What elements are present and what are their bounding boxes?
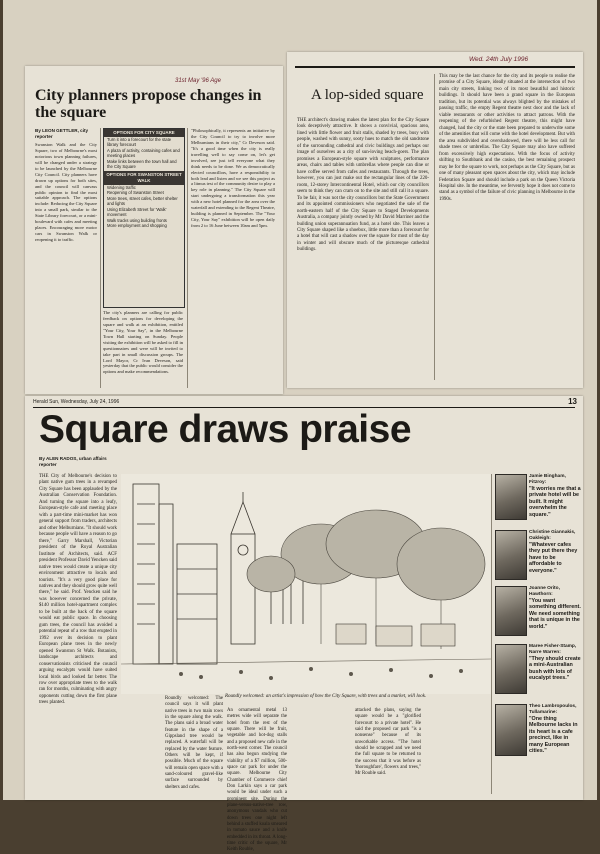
options-item: More trees, street cafes, better shelter and lights: [107, 195, 178, 207]
editorial-top-rule: [295, 66, 575, 68]
editorial-column-1: THE architect's drawing makes the latest plan for the City Square look deceptively attractive. It shows a convivial, spacious area, lined with little flower and fruit stalls, shaded by trees, busy with people, washed with sunny, sooty hues to match the old sandstone of the surrounding cathedral and civic buildings and perhaps our image of ourselves as a city of sun-loving beach-goers. The plan promises a European-style square with sculptures, performance areas, chairs and tables with umbrellas where people can dine or have coffee served from cafes and restaurants. Through the trees, however, you can just make out the rectangular lines of the 220-room, 12-storey Intercontinental Hotel, which our city councillors seem to think they can cram on to the site and still call it a square. To be fair, it was not the city councillors but the State Government and its appointed commissioners who negotiated the sale of the north-eastern half of the City Square to Staged Developments Australia, a company jointly owned by Mr David Marriner and the building union superannuation fund, as a hotel site. This leaves a City Square shaped like a shoebox, little more than a forecourt for a hotel that will cast a shadow over the square for most of the day in winter and will obscure much of the picturesque cathedral buildings.: [297, 118, 429, 253]
main-column-2: Roundly welcomed: The council says it will plant native trees in two main rows in the square along the walk. The plans said a broad water feature in the shape of a Gippsland tree would be replaced. A waterfall will be replaced by the water feature. Others will be kept, if possible. Much of the square will remain open space with a sand-coloured gravel-like surface surrounded by shelters and cafes.: [165, 696, 223, 790]
handwritten-date-note: 31st May '96 Age: [175, 78, 221, 84]
illustration-caption: Roundly welcomed: an artist's impression of how the City Square, with trees and a market, will look.: [225, 694, 427, 699]
options-box-title: OPTIONS FOR CITY SQUARE: [104, 129, 184, 137]
age-column-2: The city's planners are calling for public feedback on options for developing the square and walk at an exhibition, entitled "Your City, Your Say", in the Melbourne Town Hall starting on Sunday. People visiting the exhibition will be asked to fill in questionnaires and were will be invited to take part in small discussion groups. The Lord Mayor, Cr Ivan Deveson, said yesterday that the public would consider the options and make recommendations.: [103, 310, 183, 375]
options-item: A plaza of activity, containing cafes and meeting places: [107, 147, 180, 159]
portrait-photo: [495, 474, 527, 520]
main-byline: By ALEN RADOS, urban affairs reporter: [39, 456, 107, 467]
vox-pop-quote: [529, 474, 581, 528]
masthead-line: Herald Sun, Wednesday, July 24, 1996: [33, 399, 120, 405]
column-divider: [187, 128, 188, 388]
options-box-title-2: OPTIONS FOR SWANSTON STREET WALK: [104, 171, 184, 184]
editorial-clipping: [287, 52, 583, 388]
column-divider: [100, 128, 101, 388]
vox-pop-quote: [529, 704, 581, 796]
quote-name: Joanne Orito, Hawthorn:: [529, 586, 560, 597]
portrait-photo: [495, 644, 527, 694]
age-column-3: "Philosophically, it represents an initiative by the City Council to try to involve more Melburnians in their city," Cr Deveson said. "It's a good time when the city is really travelling well to say come on, let's get involved, see just tell everyone what they think needs to be done. We as democratically elected councillors, have a responsibility to both lead and listen and we see this project as a litmus test of the community desire to play a key role in planning." The City Square will start undergoing a transformation this year with a new hotel planned for the area over the waterfall and extending to the Regent Theatre, building is planned in September. The "Your City, Your Say" exhibition will be open daily from 2 to 16 June between 10am and 5pm.: [191, 128, 275, 228]
column-divider: [434, 74, 435, 380]
options-item: Reopening of Swanston Street: [107, 190, 164, 196]
main-column-4: attacked the plans, saying the square would be a "glorified forecourt to a private hotel". He said the proposed car park "is a nonsense" because of its unworkable access. "The hotel should be scrapped and we need the full square to be returned to the success that it was before as 'thoroughfare', flowers and trees," Mr Rouble said.: [355, 708, 421, 777]
vox-pop-quote: [529, 530, 581, 586]
handwritten-date-note: Wed. 24th July 1996: [469, 56, 529, 63]
options-box: [103, 128, 185, 308]
quote-text: "They should create a mini-Australian bush with lots of eucalypt trees.": [529, 655, 581, 682]
quote-text: "You want something different. We need something that is unique in the world.": [529, 597, 581, 630]
main-column-3: An ornamental metal 13 metres wide will separate the hotel from the rest of the square. There will be fruit, vegetable and hot-dog stalls and a proposed new cafe in the north-west corner. The council has also begun studying the viability of a $7 million, 500-space car park for under the square. Melbourne City Chamber of Commerce chief Don Larkin says a car park would be ideal under such a prominent site. During the plane-versus-native-tree row, anonymous vandals who cut down trees one night left behind a stuffed koala smeared in tomato sauce and a knife embedded in its throat. A long-time critic of the square, Mr Keith Rouble,: [227, 708, 287, 853]
quote-text: "Whatever cafes they put there they have to be affordable to everyone.": [529, 541, 578, 574]
options-item: Make links between the town hall and the City Square: [107, 158, 177, 169]
market-stalls: [336, 624, 455, 646]
portrait-photo: [495, 530, 527, 580]
age-headline: City planners propose changes in the square: [35, 87, 262, 121]
options-item: Widening traffic: [107, 184, 136, 190]
artist-impression-illustration: [121, 474, 491, 694]
quote-text: "One thing Melbourne lacks in its heart is a cafe precinct, like in many European cities.": [529, 715, 578, 755]
herald-sun-clipping: [25, 396, 583, 853]
age-clipping: [25, 66, 283, 394]
vox-pop-quote: [529, 644, 581, 702]
age-column-1: Swanston Walk and the City Square, two of Melbourne's most notorious town planning failures, will be changed under a strategy to be launched by the Melbourne City Council. City planners have drawn up options for both sites, and the council will canvass public opinion to find the most suitable approach. The options include: Reducing the City Square into a small park, similar to the State Library forecourt, or a mini-boulevard with cafes and meeting places. Encouraging more motor cars in Swanston Walk or reopening it to traffic.: [35, 142, 97, 242]
vox-pop-quote: [529, 586, 581, 642]
column-divider: [491, 474, 492, 794]
portrait-photo: [495, 704, 527, 756]
quote-name: Maree Fisher-Stamp, Narre Warren:: [529, 644, 577, 655]
main-column-1: THE City of Melbourne's decision to plant native gum trees in a revamped City Square has been applauded by the Australian Conservation Foundation. And turning the square into a leafy, European-style cafe and meeting place with a part-time mini-market has won general support from traders, architects and other Melburnians. "It should work because people will have a reason to go there," Garry Marshall, Victorian president of the Royal Australian Institute of Architects, said. ACF president Professor David Yencken said native trees would create a unique city environment attractive to locals and tourists. "It's a very good place for natives and they should grow quite well there," he said. Prof. Yencken said he was however concerned the private, $140 million hotel-apartment complex to be built at the back of the square would eat public space. In choosing gum trees, the council has avoided a potential repeat of a row that erupted in 1992 over its decision to plant European plane trees in the newly opened Swanston St Walk. Botanists, landscape architects and conservationists criticised the council arguing eucalypts would have suited local birds and looked far better. The row over appropriate trees to the walk ran for months, culminating with angry opponents cutting down the first plane trees planted.: [39, 474, 117, 706]
age-byline: By LEON GETTLER, city reporter: [35, 128, 89, 139]
page-number: 13: [568, 397, 577, 406]
options-item: Walk tracks using building fronts: [107, 217, 167, 223]
quote-name: Jamie Bingham, Fitzroy:: [529, 474, 566, 485]
options-item: Turn it into a forecourt for the state library forecourt: [107, 136, 172, 148]
editorial-headline: A lop-sided square: [311, 87, 424, 103]
portrait-photo: [495, 586, 527, 636]
editorial-column-2: This may be the last chance for the city and its people to realise the promise of a City Square, ideally situated at the intersection of two main city streets, linking two of its most beautiful and historic buildings. It should have been a grand square in the European tradition, but its potential was always blighted by the mistakes of passing traffic, the empty Regent theatre next door and the lack of viable restaurants or other activities to attract patrons. With the reopening of the refurbished Regent theatre, this might have changed, had the city or the state been prepared to underwrite some of the amenities that will come with the hotel development. But with the area subdivided and overshadowed, there will be less call for shade trees or umbrellas. The City Square may also have suffered from excessively high expectations. With the focus of activity shifting to Southbank and the casino, the best remaining prospect may be for the square to work, not perhaps as the City Square, but as one of many pleasant open spaces about the city, which may include Federation Square and should include a park on the Queen Victoria Hospital site. In the meantime, we fervently hope it does not come to stand as a symbol of the failure of civic planning in Melbourne in the 1990s.: [439, 74, 575, 202]
quote-name: Christine Giannakis, Oakleigh:: [529, 530, 576, 541]
options-item: More employment and shopping: [107, 223, 167, 229]
scrapbook-page: [3, 0, 597, 853]
main-headline: Square draws praise: [39, 408, 412, 451]
options-item: Using Elizabeth Street for 'Walk' movement: [107, 206, 167, 218]
quote-text: "It worries me that a private hotel will be built. It might overwhelm the square.": [529, 485, 581, 518]
quote-name: Theo Lambropoulos, Tullamarine:: [529, 704, 577, 715]
